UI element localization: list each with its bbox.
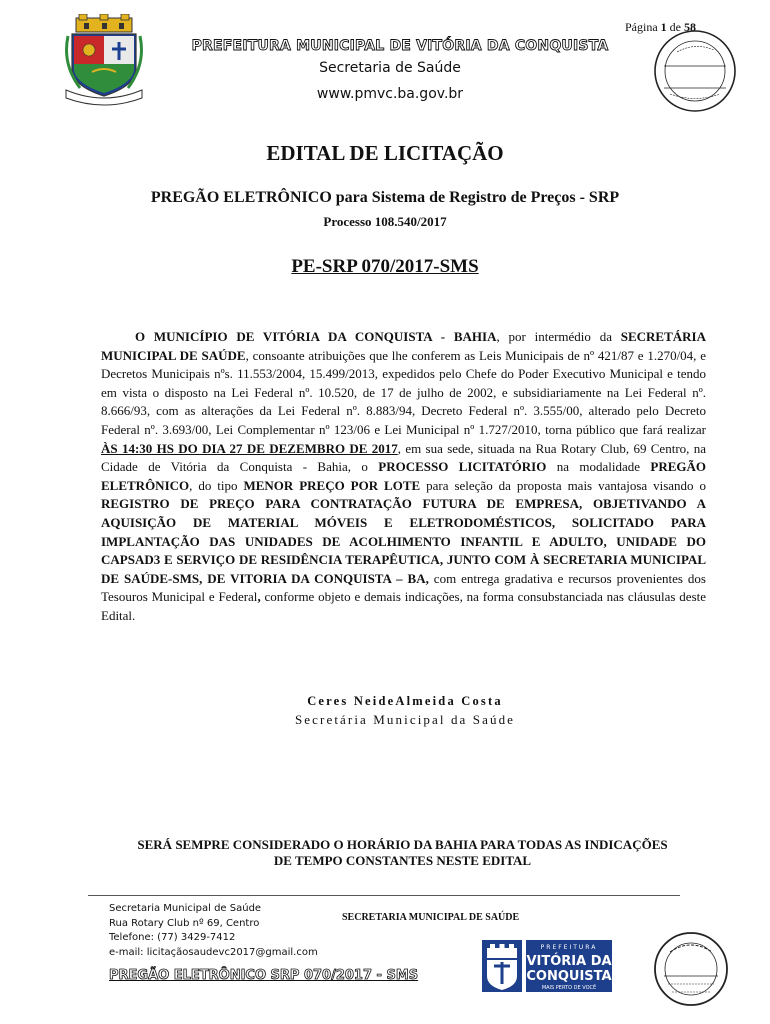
visto-stamp (652, 28, 738, 114)
footer-email: e-mail: licitaçãosaudevc2017@gmail.com (109, 946, 318, 958)
document-title: EDITAL DE LICITAÇÃO (266, 141, 504, 165)
document-subtitle: PREGÃO ELETRÔNICO para Sistema de Registro de Preços - SRP (150, 189, 620, 206)
footer-department: SECRETARIA MUNICIPAL DE SAÚDE (342, 912, 520, 923)
signatory-role: Secretária Municipal da Saúde (294, 712, 516, 727)
footer-contact: Secretaria Municipal de Saúde Rua Rotary Club nº 69, Centro Telefone: (77) 3429-7412 e-mail: licitaçãosaudevc2017@gmail.com (109, 902, 318, 960)
session-date: ÀS 14:30 HS DO DIA 27 DE DEZEMBRO DE 2017 (101, 440, 398, 456)
logo-line2: CONQUISTA (526, 969, 612, 984)
signatory-name: Ceres NeideAlmeida Costa (307, 694, 503, 708)
time-zone-notice: SERÁ SEMPRE CONSIDERADO O HORÁRIO DA BAHIA PARA TODAS AS INDICAÇÕES DE TEMPO CONSTANTES NESTE EDITAL (137, 837, 668, 868)
page-number: Página 1 de 58 (625, 20, 696, 34)
process-number: Processo 108.540/2017 (323, 214, 447, 229)
org-name: PREFEITURA MUNICIPAL DE VITÓRIA DA CONQUISTA (191, 38, 609, 54)
visto-stamp-footer (652, 930, 730, 1008)
logo-tagline: MAIS PERTO DE VOCÊ (541, 985, 597, 991)
logo-top-text: PREFEITURA (540, 944, 598, 951)
website-link[interactable]: www.pmvc.ba.gov.br (316, 86, 464, 102)
municipal-crest-logo (62, 14, 146, 106)
department-name: Secretaria de Saúde (319, 60, 461, 76)
footer-pregao-reference: PREGÃO ELETRÔNICO SRP 070/2017 - SMS (109, 968, 419, 983)
edital-code: PE-SRP 070/2017-SMS (291, 256, 479, 277)
edital-body-paragraph: O MUNICÍPIO DE VITÓRIA DA CONQUISTA - BAHIA, por intermédio da SECRETÁRIA MUNICIPAL DE SAÚDE, consoante atribuições que lhe conferem as Leis Municipais de nº 421/87 e 1.270/04, e Decretos Municipais nºs. 11.553/2004, 15.499/2013, expedidos pelo Chefe do Poder Executivo Municipal e tendo em vista o disposto na Lei Federal nº. 10.520, de 17 de julho de 2002, e subsidiariamente na Lei Federal nº. 8.666/93, com as alterações da Lei Federal nº. 8.883/94, Decreto Federal nº. 3.555/00, alterado pelo Decreto Federal nº. 3.693/00, Lei Complementar nº 123/06 e Lei Municipal nº 1.727/2010, torna público que fará realizar ÀS 14:30 HS DO DIA 27 DE DEZEMBRO DE 2017, em sua sede, situada na Rua Rotary Club, 69 Centro, na Cidade de Vitória da Conquista - Bahia, o PROCESSO LICITATÓRIO na modalidade PREGÃO ELETRÔNICO, do tipo MENOR PREÇO POR LOTE para seleção da proposta mais vantajosa visando o REGISTRO DE PREÇO PARA CONTRATAÇÃO FUTURA DE EMPRESA, OBJETIVANDO A AQUISIÇÃO DE MATERIAL MÓVEIS E ELETRODOMÉSTICOS, SOLICITADO PARA IMPLANTAÇÃO DAS UNIDADES DE ACOLHIMENTO INFANTIL E ADULTO, UNIDADE DO CAPSAD3 E SERVIÇO DE RESIDÊNCIA TERAPÊUTICA, JUNTO COM À SECRETARIA MUNICIPAL DE SAÚDE-SMS, DE VITORIA DA CONQUISTA – BA, com entrega gradativa e recursos provenientes dos Tesouros Municipal e Federal, conforme objeto e demais indicações, na forma consubstanciada nas cláusulas deste Edital. (101, 329, 707, 623)
prefeitura-logo (482, 940, 612, 992)
logo-line1: VITÓRIA DA (526, 954, 612, 969)
footer-divider (88, 895, 680, 896)
